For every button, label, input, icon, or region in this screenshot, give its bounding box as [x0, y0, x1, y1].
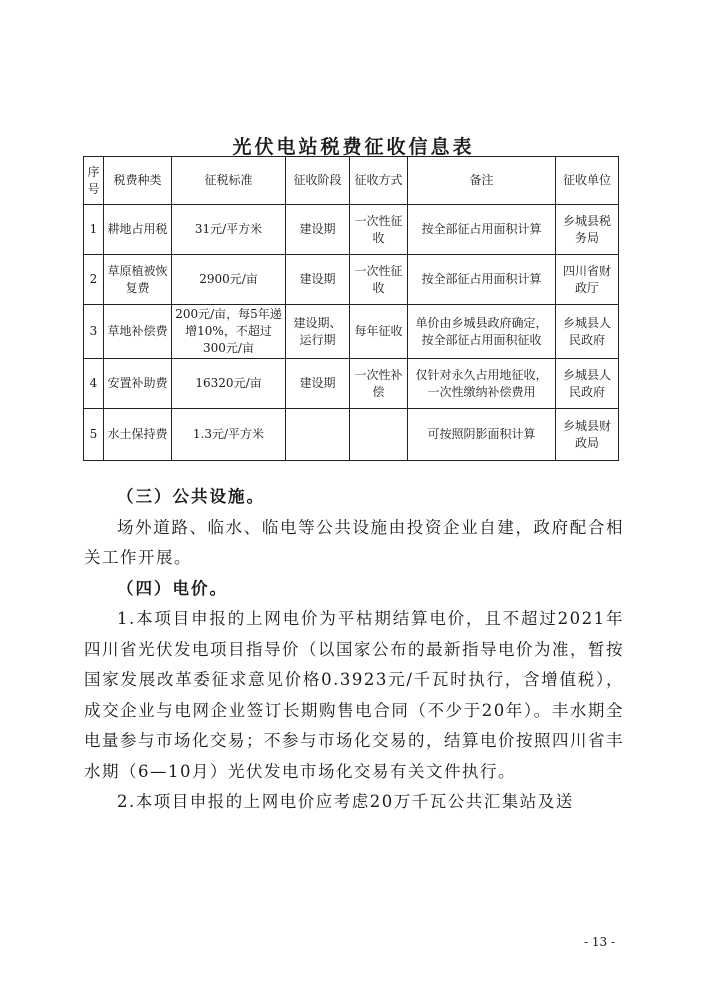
table-row [84, 255, 619, 305]
header-authority: 征收单位 [556, 157, 619, 205]
cell-standard: 16320元/亩 [172, 359, 286, 409]
body-text [84, 482, 624, 818]
cell-method: 一次性补偿 [350, 359, 408, 409]
cell-authority: 乡城县财政局 [556, 409, 619, 461]
cell-authority: 乡城县人民政府 [556, 305, 619, 359]
page-number: - 13 - [583, 935, 615, 949]
cell-fee-type: 耕地占用税 [104, 205, 172, 255]
cell-stage: 建设期 [286, 255, 350, 305]
cell-stage: 建设期、运行期 [286, 305, 350, 359]
section-4-heading: （四）电价。 [117, 578, 228, 598]
cell-standard: 2900元/亩 [172, 255, 286, 305]
tax-fee-table [83, 156, 619, 461]
cell-standard: 200元/亩，每5年递增10%，不超过300元/亩 [172, 305, 286, 359]
cell-method: 一次性征收 [350, 205, 408, 255]
cell-stage: 建设期 [286, 205, 350, 255]
cell-authority: 乡城县人民政府 [556, 359, 619, 409]
section-4-paragraph-2: 2.本项目申报的上网电价应考虑20万千瓦公共汇集站及送 [117, 792, 574, 811]
header-fee-type: 税费种类 [104, 157, 172, 205]
table-row [84, 305, 619, 359]
cell-standard: 31元/平方米 [172, 205, 286, 255]
section-4-paragraph-1: 1.本项目申报的上网电价为平枯期结算电价，且不超过2021年四川省光伏发电项目指导价（以国家公布的最新指导电价为准，暂按国家发展改革委征求意见价格0.3923元/千瓦时执行，含增值税），成交企业与电网企业签订长期购售电合同（不少于20年）。丰水期全电量参与市场化交易；不参与市场化交易的，结算电价按照四川省丰水期（6—10月）光伏发电市场化交易有关文件执行。 [84, 609, 624, 781]
cell-stage [286, 409, 350, 461]
table-row [84, 359, 619, 409]
header-method: 征收方式 [350, 157, 408, 205]
cell-fee-type: 水土保持费 [104, 409, 172, 461]
cell-remarks: 可按照阴影面积计算 [408, 409, 556, 461]
cell-index: 4 [84, 359, 104, 409]
cell-method: 每年征收 [350, 305, 408, 359]
table-header-row [84, 157, 619, 205]
cell-stage: 建设期 [286, 359, 350, 409]
cell-method [350, 409, 408, 461]
table-row [84, 205, 619, 255]
cell-index: 2 [84, 255, 104, 305]
header-remarks: 备注 [408, 157, 556, 205]
cell-standard: 1.3元/平方米 [172, 409, 286, 461]
cell-remarks: 仅针对永久占用地征收，一次性缴纳补偿费用 [408, 359, 556, 409]
cell-fee-type: 草地补偿费 [104, 305, 172, 359]
header-standard: 征税标准 [172, 157, 286, 205]
cell-authority: 四川省财政厅 [556, 255, 619, 305]
header-stage: 征收阶段 [286, 157, 350, 205]
cell-fee-type: 草原植被恢复费 [104, 255, 172, 305]
cell-authority: 乡城县税务局 [556, 205, 619, 255]
cell-remarks: 单价由乡城县政府确定，按全部征占用面积征收 [408, 305, 556, 359]
table-row [84, 409, 619, 461]
cell-fee-type: 安置补助费 [104, 359, 172, 409]
cell-index: 1 [84, 205, 104, 255]
cell-index: 3 [84, 305, 104, 359]
section-3-heading: （三）公共设施。 [117, 487, 265, 506]
table-title: 光伏电站税费征收信息表 [232, 136, 475, 158]
cell-remarks: 按全部征占用面积计算 [408, 255, 556, 305]
cell-index: 5 [84, 409, 104, 461]
section-3-paragraph: 场外道路、临水、临电等公共设施由投资企业自建，政府配合相关工作开展。 [84, 517, 624, 567]
header-index: 序号 [84, 157, 104, 205]
cell-remarks: 按全部征占用面积计算 [408, 205, 556, 255]
cell-method: 一次性征收 [350, 255, 408, 305]
